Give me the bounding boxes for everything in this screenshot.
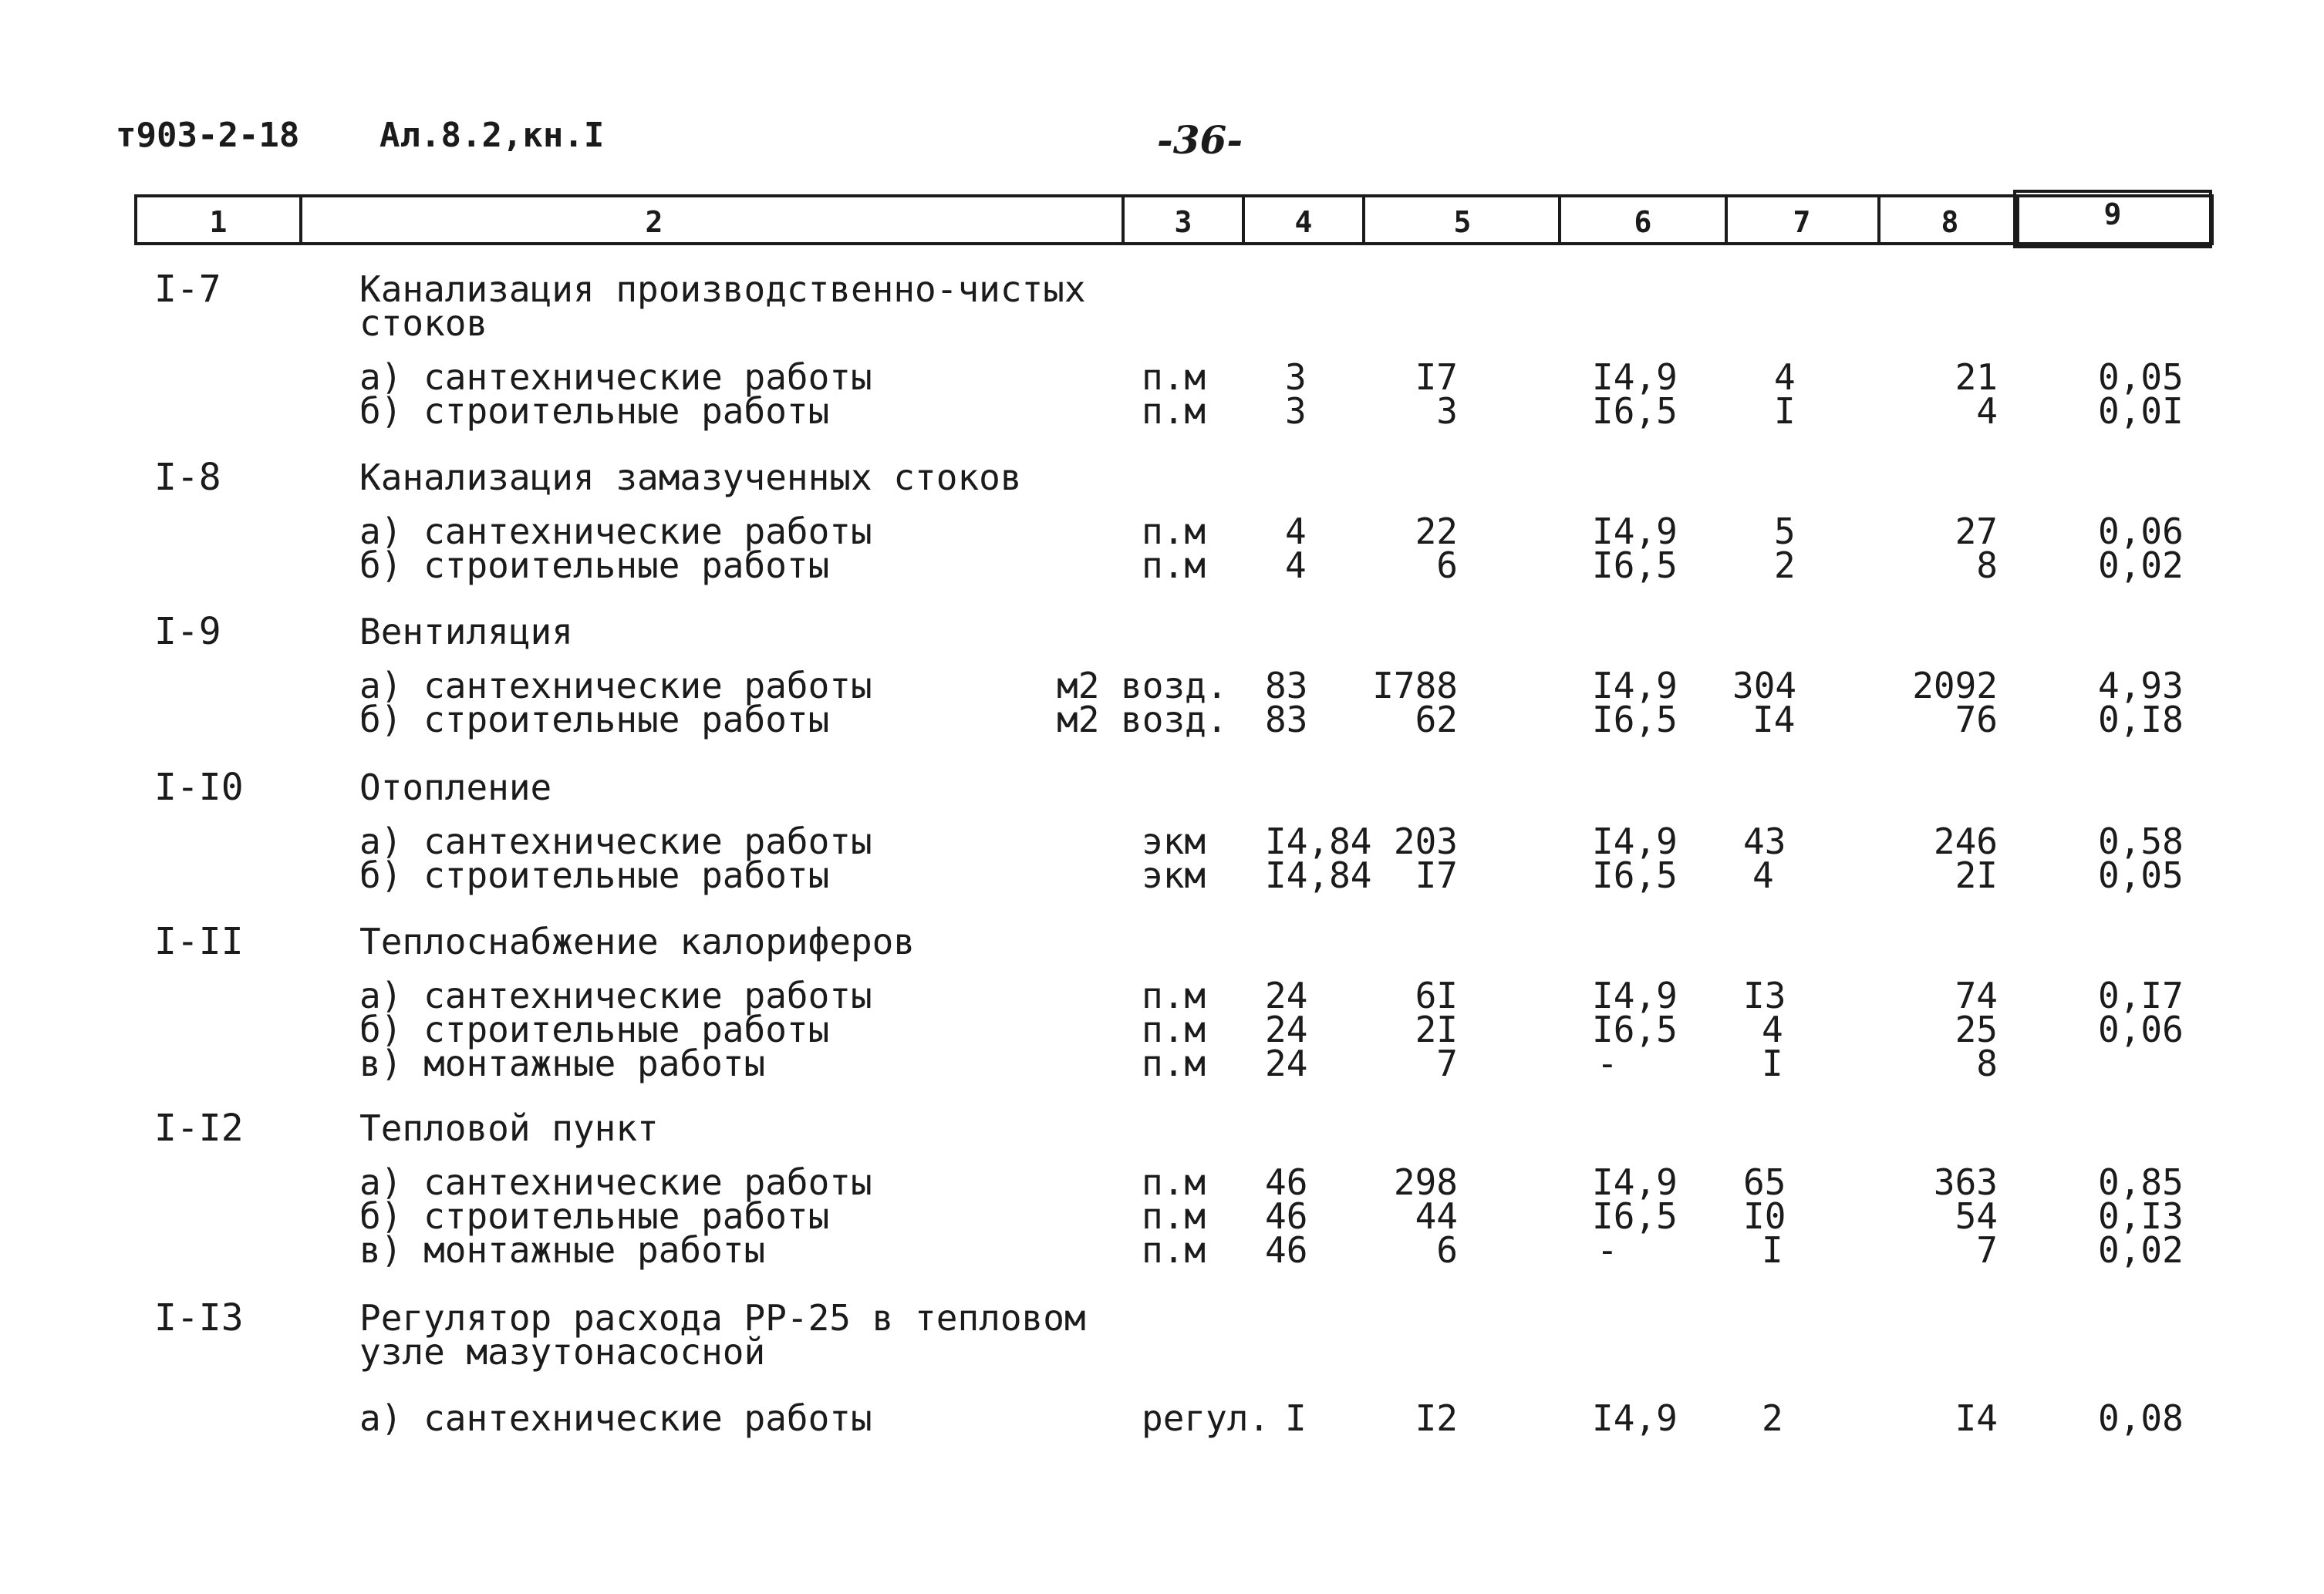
row-label: а) сантехнические работы [359,1161,872,1203]
row-unit: п.м [1142,1009,1206,1050]
column-number-7: 7 [1793,205,1811,239]
row-unit: п.м [1142,511,1206,552]
row-col5: 22 [1415,511,1458,552]
row-label: б) строительные работы [359,699,830,740]
row-col7: 2 [1774,544,1796,586]
column-number-5: 5 [1453,205,1472,239]
row-col4: 3 [1285,390,1307,432]
section-title-line: Отопление [359,767,552,808]
row-col6: I6,5 [1592,544,1678,586]
row-col4: 46 [1265,1161,1308,1203]
row-col4: 24 [1265,975,1308,1016]
row-col6: I4,9 [1592,511,1678,552]
row-col5: 62 [1415,699,1458,740]
section-title-line: Канализация производственно-чистых [359,268,1086,310]
section-title-line: Регулятор расхода РР-25 в тепловом [359,1297,1086,1339]
column-9-cell [2013,190,2212,248]
row-unit: п.м [1142,390,1206,432]
row-label: в) монтажные работы [359,1229,766,1271]
row-col6: I4,9 [1592,821,1678,862]
row-label: а) сантехнические работы [359,356,872,398]
row-col5: I2 [1415,1397,1458,1439]
row-col7: I0 [1743,1195,1786,1237]
column-number-9: 9 [2103,197,2122,231]
column-number-8: 8 [1941,205,1959,239]
section-title-line: стоков [359,302,488,344]
section-title-line: Вентиляция [359,611,573,652]
row-col9: 0,08 [2098,1397,2184,1439]
row-col7: 4 [1752,854,1774,896]
row-col7: I3 [1743,975,1786,1016]
row-col6: I4,9 [1592,356,1678,398]
row-unit: п.м [1142,1161,1206,1203]
row-col8: 21 [1955,356,1998,398]
row-col4: I4,84 [1265,821,1372,862]
row-label: б) строительные работы [359,1009,830,1050]
document-code: т903-2-18 [116,116,300,155]
row-col4: 4 [1285,511,1307,552]
section-code: I-I0 [154,766,244,809]
row-col9: 4,93 [2098,665,2184,706]
row-col6: I4,9 [1592,1397,1678,1439]
row-col9: 0,06 [2098,511,2184,552]
row-col9: 0,06 [2098,1009,2184,1050]
row-col9: 0,02 [2098,1229,2184,1271]
row-unit: п.м [1142,975,1206,1016]
row-col4: I [1285,1397,1307,1439]
row-col9: 0,02 [2098,544,2184,586]
row-col9: 0,I8 [2098,699,2184,740]
row-unit: п.м [1142,1043,1206,1084]
row-label: в) монтажные работы [359,1043,766,1084]
section-code: I-II [154,920,244,963]
column-divider [1242,197,1245,242]
row-col5: 6 [1436,544,1458,586]
row-col8: 8 [1976,544,1998,586]
row-label: б) строительные работы [359,390,830,432]
column-header-row [134,194,2214,245]
row-col7: 43 [1743,821,1786,862]
row-col4: 46 [1265,1195,1308,1237]
row-col6: I6,5 [1592,1009,1678,1050]
row-col4: 83 [1265,699,1308,740]
row-col9: 0,05 [2098,356,2184,398]
row-label: б) строительные работы [359,854,830,896]
row-unit: п.м [1142,544,1206,586]
row-col8: 8 [1976,1043,1998,1084]
row-col7: I4 [1752,699,1796,740]
row-unit: экм [1142,821,1206,862]
section-code: I-7 [154,268,221,311]
row-col7: I [1762,1229,1783,1271]
row-col5: 3 [1436,390,1458,432]
row-col7: 4 [1762,1009,1783,1050]
row-col8: 27 [1955,511,1998,552]
section-title-line: Тепловой пункт [359,1107,659,1149]
column-number-2: 2 [645,205,663,239]
column-divider [1362,197,1365,242]
row-col6: I4,9 [1592,1161,1678,1203]
section-code: I-8 [154,456,221,499]
row-col8: 76 [1955,699,1998,740]
row-col5: 298 [1393,1161,1458,1203]
row-col4: 24 [1265,1043,1308,1084]
row-col7: 304 [1732,665,1797,706]
row-col5: 6 [1436,1229,1458,1271]
row-col5: 203 [1393,821,1458,862]
section-title-line: Теплоснабжение калориферов [359,921,916,962]
section-code: I-I2 [154,1107,244,1150]
row-col7: 65 [1743,1161,1786,1203]
row-col8: I4 [1955,1397,1998,1439]
row-col6: I6,5 [1592,854,1678,896]
row-label: а) сантехнические работы [359,511,872,552]
column-divider [299,197,302,242]
column-divider [1725,197,1728,242]
section-code: I-I3 [154,1296,244,1340]
column-divider [1877,197,1880,242]
row-col6: I4,9 [1592,665,1678,706]
row-col7: 2 [1762,1397,1783,1439]
row-col4: 4 [1285,544,1307,586]
row-unit: п.м [1142,1195,1206,1237]
row-col9: 0,05 [2098,854,2184,896]
row-col6: I6,5 [1592,390,1678,432]
column-number-3: 3 [1174,205,1192,239]
row-col6: - [1597,1229,1618,1271]
row-col9: 0,0I [2098,390,2184,432]
row-col5: I788 [1372,665,1458,706]
row-col9: 0,I7 [2098,975,2184,1016]
row-col8: 25 [1955,1009,1998,1050]
row-label: а) сантехнические работы [359,821,872,862]
row-col9: 0,I3 [2098,1195,2184,1237]
section-code: I-9 [154,610,221,653]
row-col7: 4 [1774,356,1796,398]
row-col7: I [1762,1043,1783,1084]
row-col9: 0,85 [2098,1161,2184,1203]
row-unit: м2 возд. [1057,665,1228,706]
column-number-1: 1 [209,205,228,239]
column-divider [1122,197,1125,242]
row-col4: 3 [1285,356,1307,398]
row-col9: 0,58 [2098,821,2184,862]
album-reference: Ал.8.2,кн.I [379,116,605,155]
row-col8: 74 [1955,975,1998,1016]
row-col7: I [1774,390,1796,432]
row-col5: I7 [1415,854,1458,896]
row-col5: 7 [1436,1043,1458,1084]
row-col8: 2092 [1912,665,1998,706]
row-col6: I6,5 [1592,1195,1678,1237]
row-col8: 2I [1955,854,1998,896]
row-unit: экм [1142,854,1206,896]
row-label: б) строительные работы [359,544,830,586]
column-number-6: 6 [1634,205,1652,239]
row-unit: м2 возд. [1057,699,1228,740]
row-label: а) сантехнические работы [359,1397,872,1439]
row-col8: 7 [1976,1229,1998,1271]
row-col8: 4 [1976,390,1998,432]
column-divider [1558,197,1561,242]
row-col4: 83 [1265,665,1308,706]
row-col5: 6I [1415,975,1458,1016]
row-col7: 5 [1774,511,1796,552]
row-col8: 246 [1933,821,1998,862]
row-label: а) сантехнические работы [359,975,872,1016]
page-number: -36- [1157,117,1243,163]
row-col4: I4,84 [1265,854,1372,896]
row-col8: 54 [1955,1195,1998,1237]
row-unit: п.м [1142,356,1206,398]
row-label: а) сантехнические работы [359,665,872,706]
row-col4: 46 [1265,1229,1308,1271]
column-number-4: 4 [1294,205,1313,239]
row-col5: 2I [1415,1009,1458,1050]
section-title-line: узле мазутонасосной [359,1331,766,1373]
row-col4: 24 [1265,1009,1308,1050]
row-col8: 363 [1933,1161,1998,1203]
row-col6: I6,5 [1592,699,1678,740]
row-col5: I7 [1415,356,1458,398]
row-unit: п.м [1142,1229,1206,1271]
section-title-line: Канализация замазученных стоков [359,457,1022,498]
row-label: б) строительные работы [359,1195,830,1237]
row-unit: регул. [1142,1397,1270,1439]
row-col6: I4,9 [1592,975,1678,1016]
row-col6: - [1597,1043,1618,1084]
row-col5: 44 [1415,1195,1458,1237]
